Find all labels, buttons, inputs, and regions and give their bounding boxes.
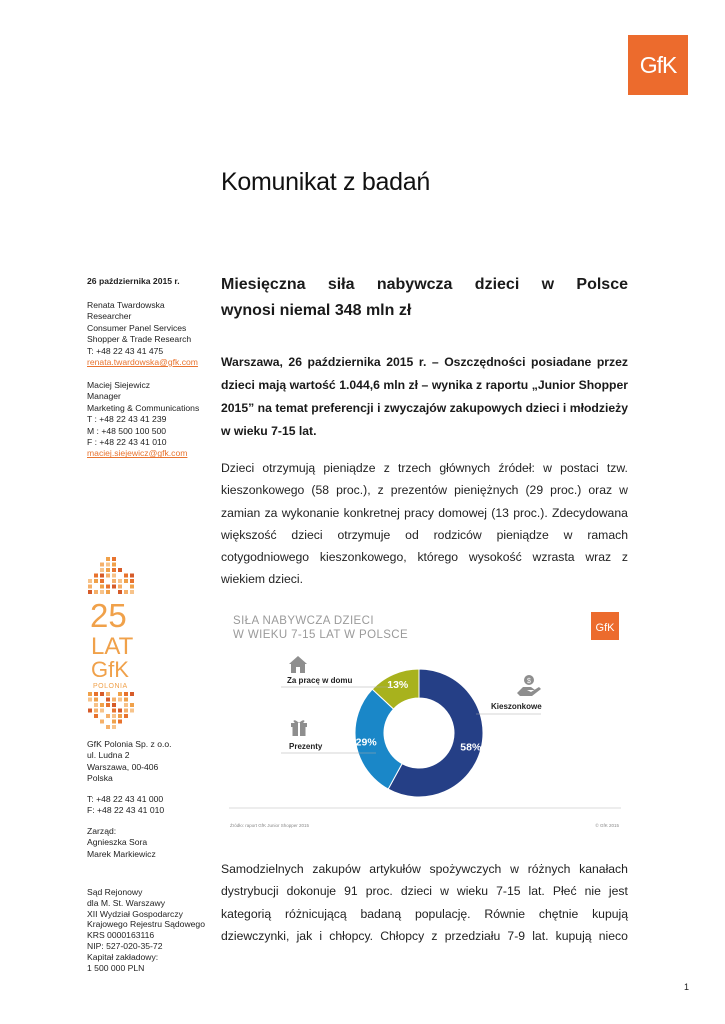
confetti-dot — [124, 579, 128, 583]
hand-coin-icon — [517, 675, 541, 696]
para1-line: Dzieci otrzymują pieniądze z trzech głównych źródeł: w postaci tzw. — [221, 461, 628, 475]
confetti-dot — [124, 698, 128, 702]
confetti-dot — [106, 703, 110, 707]
confetti-dot — [106, 574, 110, 578]
para1-line: cotygodniowego kieszonkowego, którego wysokość wzrasta wraz z — [221, 550, 628, 565]
company-address: GfK Polonia Sp. z o.o. ul. Ludna 2 Warszawa, 00-406 Polska — [87, 739, 172, 784]
para1-line: większość dzieci otrzymuje od rodziców pieniądze w ramach — [221, 527, 628, 542]
confetti-dot — [106, 714, 110, 718]
label-prezenty: Prezenty — [289, 742, 323, 751]
confetti-dot — [130, 585, 134, 589]
confetti-dot — [112, 720, 116, 724]
chart-source: Źródło: raport GfK Junior Shopper 2015 — [230, 823, 310, 828]
anniv-number: 25 — [90, 597, 127, 634]
paragraph-2 — [221, 858, 628, 947]
confetti-dot — [130, 579, 134, 583]
para1-line: wiekiem dzieci. — [221, 572, 303, 587]
confetti-dot — [100, 574, 104, 578]
email-link-2[interactable]: maciej.siejewicz@gfk.com — [87, 448, 188, 459]
confetti-dot — [118, 579, 122, 583]
confetti-dot — [88, 579, 92, 583]
confetti-dot — [118, 720, 122, 724]
confetti-dot — [100, 563, 104, 567]
confetti-dot — [112, 563, 116, 567]
confetti-dot — [112, 698, 116, 702]
confetti-dot — [130, 692, 134, 696]
confetti-dot — [118, 709, 122, 713]
confetti-dot — [100, 568, 104, 572]
confetti-dot — [118, 585, 122, 589]
confetti-dot — [130, 590, 134, 594]
confetti-dot — [124, 590, 128, 594]
confetti-dot — [112, 568, 116, 572]
confetti-dot — [94, 692, 98, 696]
confetti-dot — [112, 714, 116, 718]
label-kieszonkowe: Kieszonkowe — [491, 702, 542, 711]
company-legal: Sąd Rejonowy dla M. St. Warszawy XII Wydział Gospodarczy Krajowego Rejestru Sądowego KRS 0000163116 NIP: 527-020-35-72 Kapitał zakładowy: 1 500 000 PLN — [87, 887, 205, 973]
confetti-dot — [106, 585, 110, 589]
confetti-dot — [124, 703, 128, 707]
confetti-dot — [112, 703, 116, 707]
confetti-dot — [124, 692, 128, 696]
para1-line: kieszonkowego (58 proc.), z prezentów pieniężnych (29 proc.) oraz w — [221, 483, 628, 498]
confetti-dot — [124, 574, 128, 578]
confetti-dot — [118, 590, 122, 594]
press-headline: Miesięczna siła nabywcza dzieci w Polsce wynosi niemal 348 mln zł — [221, 276, 628, 319]
confetti-dots-bottom — [88, 692, 134, 729]
sidebar-date: 26 października 2015 r. — [87, 276, 180, 286]
para2-line: dziewczynki, jak i chłopcy. Chłopcy z przedziału 7-9 lat. kupują nieco — [221, 928, 628, 943]
anniv-lat: LAT — [91, 633, 134, 660]
company-board: Zarząd: Agnieszka Sora Marek Markiewicz — [87, 826, 156, 859]
confetti-dot — [118, 692, 122, 696]
confetti-dot — [112, 725, 116, 729]
donut-label-2: 13% — [387, 678, 409, 691]
confetti-dot — [100, 585, 104, 589]
confetti-dot — [118, 714, 122, 718]
gfk-logo: GfK — [628, 35, 688, 95]
document-title: Komunikat z badań — [221, 168, 430, 196]
chart-logo-text: GfK — [595, 622, 615, 634]
confetti-dot — [88, 585, 92, 589]
confetti-dot — [106, 557, 110, 561]
svg-text:$: $ — [527, 678, 531, 685]
confetti-dot — [94, 703, 98, 707]
confetti-dot — [130, 703, 134, 707]
email-link-1[interactable]: renata.twardowska@gfk.com — [87, 357, 198, 368]
para2-line: dystrybucji dokonuje 91 proc. dzieci w wieku 7-15 lat. Płeć nie jest — [221, 884, 628, 899]
confetti-dot — [106, 563, 110, 567]
confetti-dot — [94, 709, 98, 713]
sidebar-contact-1: Renata Twardowska Researcher Consumer Panel Services Shopper & Trade Research T: +48 22 43 41 475 renata.twardowska@gfk.com — [87, 300, 198, 368]
confetti-dot — [112, 709, 116, 713]
chart-title-line-1: SIŁA NABYWCZA DZIECI — [233, 615, 374, 627]
confetti-dot — [106, 590, 110, 594]
house-icon — [289, 656, 307, 673]
confetti-dot — [94, 590, 98, 594]
sidebar-contact-2: Maciej Siejewicz Manager Marketing & Communications T : +48 22 43 41 239 M : +48 500 100 500 F : +48 22 43 41 010 maciej.siejewicz@gfk.com — [87, 380, 200, 459]
anniversary-badge — [85, 557, 137, 729]
confetti-dot — [130, 574, 134, 578]
gift-icon — [291, 720, 307, 736]
confetti-dot — [106, 568, 110, 572]
confetti-dot — [94, 714, 98, 718]
chart-copyright: © GfK 2015 — [595, 823, 619, 828]
confetti-dot — [112, 579, 116, 583]
confetti-dot — [124, 714, 128, 718]
confetti-dot — [88, 692, 92, 696]
confetti-dot — [124, 709, 128, 713]
confetti-dot — [118, 568, 122, 572]
confetti-dot — [112, 557, 116, 561]
confetti-dot — [94, 698, 98, 702]
confetti-dot — [106, 692, 110, 696]
para1-line: zamian za wykonanie konkretnej pracy domowej (13 proc.). Zdecydowana — [221, 505, 628, 520]
para2-line: kategorią różnicującą badaną populację. Równie chętnie kupują — [221, 906, 628, 921]
confetti-dot — [112, 574, 116, 578]
confetti-dot — [100, 720, 104, 724]
confetti-dot — [94, 579, 98, 583]
label-za-prace: Za pracę w domu — [287, 676, 353, 685]
confetti-dot — [88, 698, 92, 702]
confetti-dot — [100, 703, 104, 707]
confetti-dots-top — [88, 557, 134, 594]
donut-label-0: 58% — [460, 741, 482, 754]
confetti-dot — [100, 709, 104, 713]
confetti-dot — [130, 709, 134, 713]
purchasing-power-chart — [221, 605, 628, 833]
chart-title-line-2: W WIEKU 7-15 LAT W POLSCE — [233, 629, 409, 641]
page-number: 1 — [684, 982, 690, 992]
confetti-dot — [100, 590, 104, 594]
confetti-dot — [100, 692, 104, 696]
anniv-sub: POLONIA — [93, 683, 128, 690]
confetti-dot — [94, 574, 98, 578]
donut-label-1: 29% — [355, 736, 377, 749]
donut — [355, 669, 483, 797]
confetti-dot — [112, 585, 116, 589]
company-phones: T: +48 22 43 41 000 F: +48 22 43 41 010 — [87, 794, 165, 816]
confetti-dot — [88, 709, 92, 713]
confetti-dot — [88, 590, 92, 594]
confetti-dot — [118, 698, 122, 702]
lead-paragraph: Warszawa, 26 października 2015 r. – Oszczędności posiadane przez dzieci mają wartość 1.044,6 mln zł – wynika z raportu „Junior Shopper 2015” na temat preferencji i zwyczajów zakupowych dzieci i młodzieży w wieku 7-15 lat. — [221, 355, 628, 438]
confetti-dot — [106, 725, 110, 729]
para2-line: Samodzielnych zakupów artykułów spożywczych w różnych kanałach — [221, 862, 628, 876]
paragraph-1 — [221, 457, 628, 591]
confetti-dot — [106, 698, 110, 702]
confetti-dot — [100, 579, 104, 583]
anniv-brand: GfK — [91, 657, 129, 682]
